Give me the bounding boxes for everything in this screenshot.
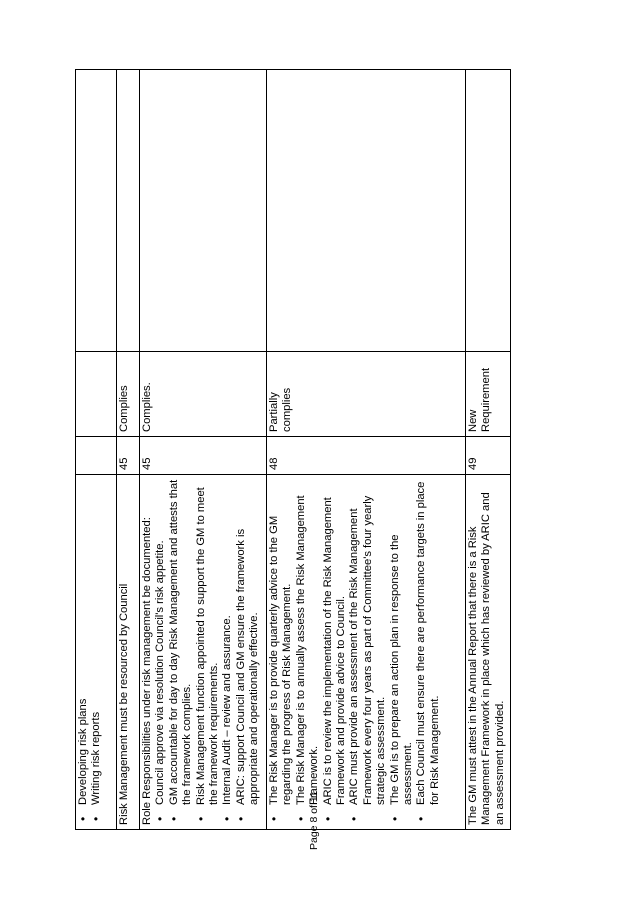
bullet-item: • Developing risk plans: [77, 479, 90, 805]
comment-cell: [76, 70, 117, 352]
requirement-cell: [140, 475, 267, 830]
rotated-page-content: [75, 70, 638, 830]
status-cell: New Requirement: [466, 352, 511, 437]
requirement-cell: [267, 475, 466, 830]
table-row: [140, 70, 267, 830]
bullet-item: • ARIC is to review the implementation of the Risk Management Framework and provide advice to Council.: [322, 479, 349, 805]
comment-cell: [140, 70, 267, 352]
table-row: [117, 70, 140, 830]
page-ref-cell: 49: [466, 437, 511, 475]
requirement-cell: [76, 475, 117, 830]
requirement-intro: Role Responsibilities under risk management be documented:: [141, 517, 153, 825]
comment-cell: [267, 70, 466, 352]
page-number: [308, 791, 324, 910]
status-cell: Complies.: [140, 352, 267, 437]
requirement-cell: The GM must attest in the Annual Report that there is a Risk Management Framework in place which has reviewed by ARIC and an assessment provided.: [466, 475, 511, 830]
bullet-item: • Risk Management function appointed to support the GM to meet the framework requirements.: [195, 479, 222, 805]
table-row: [466, 70, 511, 830]
bullet-item: • Internal Audit – review and assurance.: [221, 479, 234, 805]
status-cell: [76, 352, 117, 437]
bullet-list: [77, 479, 104, 825]
status-cell: Partially complies: [267, 352, 466, 437]
page-ref-cell: 45: [140, 437, 267, 475]
page-ref-cell: 48: [267, 437, 466, 475]
bullet-item: • ARIC: support Council and GM ensure the framework is appropriate and operationally effective.: [235, 479, 262, 805]
bullet-item: • Council approve via resolution Council's risk appetite.: [154, 479, 167, 805]
table-row: [267, 70, 466, 830]
comment-cell: [117, 70, 140, 352]
bullet-item: • Each Council must ensure there are performance targets in place for Risk Management.: [415, 479, 442, 805]
bullet-list: [154, 479, 261, 825]
bullet-item: • ARIC must provide an assessment of the Risk Management Framework every four years as part of Committee's four yearly strategic assessment.: [348, 479, 388, 805]
table-row: [76, 70, 117, 830]
bullet-item: • GM accountable for day to day Risk Management and attests that the framework complies.: [168, 479, 195, 805]
page-ref-cell: 45: [117, 437, 140, 475]
status-cell: Complies: [117, 352, 140, 437]
bullet-list: [268, 479, 442, 825]
bullet-item: • Writing risk reports: [90, 479, 103, 805]
bullet-item: • The Risk Manager is to annually assess the Risk Management Framework.: [295, 479, 322, 805]
bullet-item: • The Risk Manager is to provide quarterly advice to the GM regarding the progress of Risk Management.: [268, 479, 295, 805]
page-ref-cell: [76, 437, 117, 475]
comment-cell: [466, 70, 511, 352]
requirement-cell: Risk Management must be resourced by Council: [117, 475, 140, 830]
bullet-item: • The GM is to prepare an action plan in response to the assessment.: [389, 479, 416, 805]
compliance-table: [75, 69, 511, 830]
page-number-text: Page 8 of 11: [308, 791, 320, 850]
